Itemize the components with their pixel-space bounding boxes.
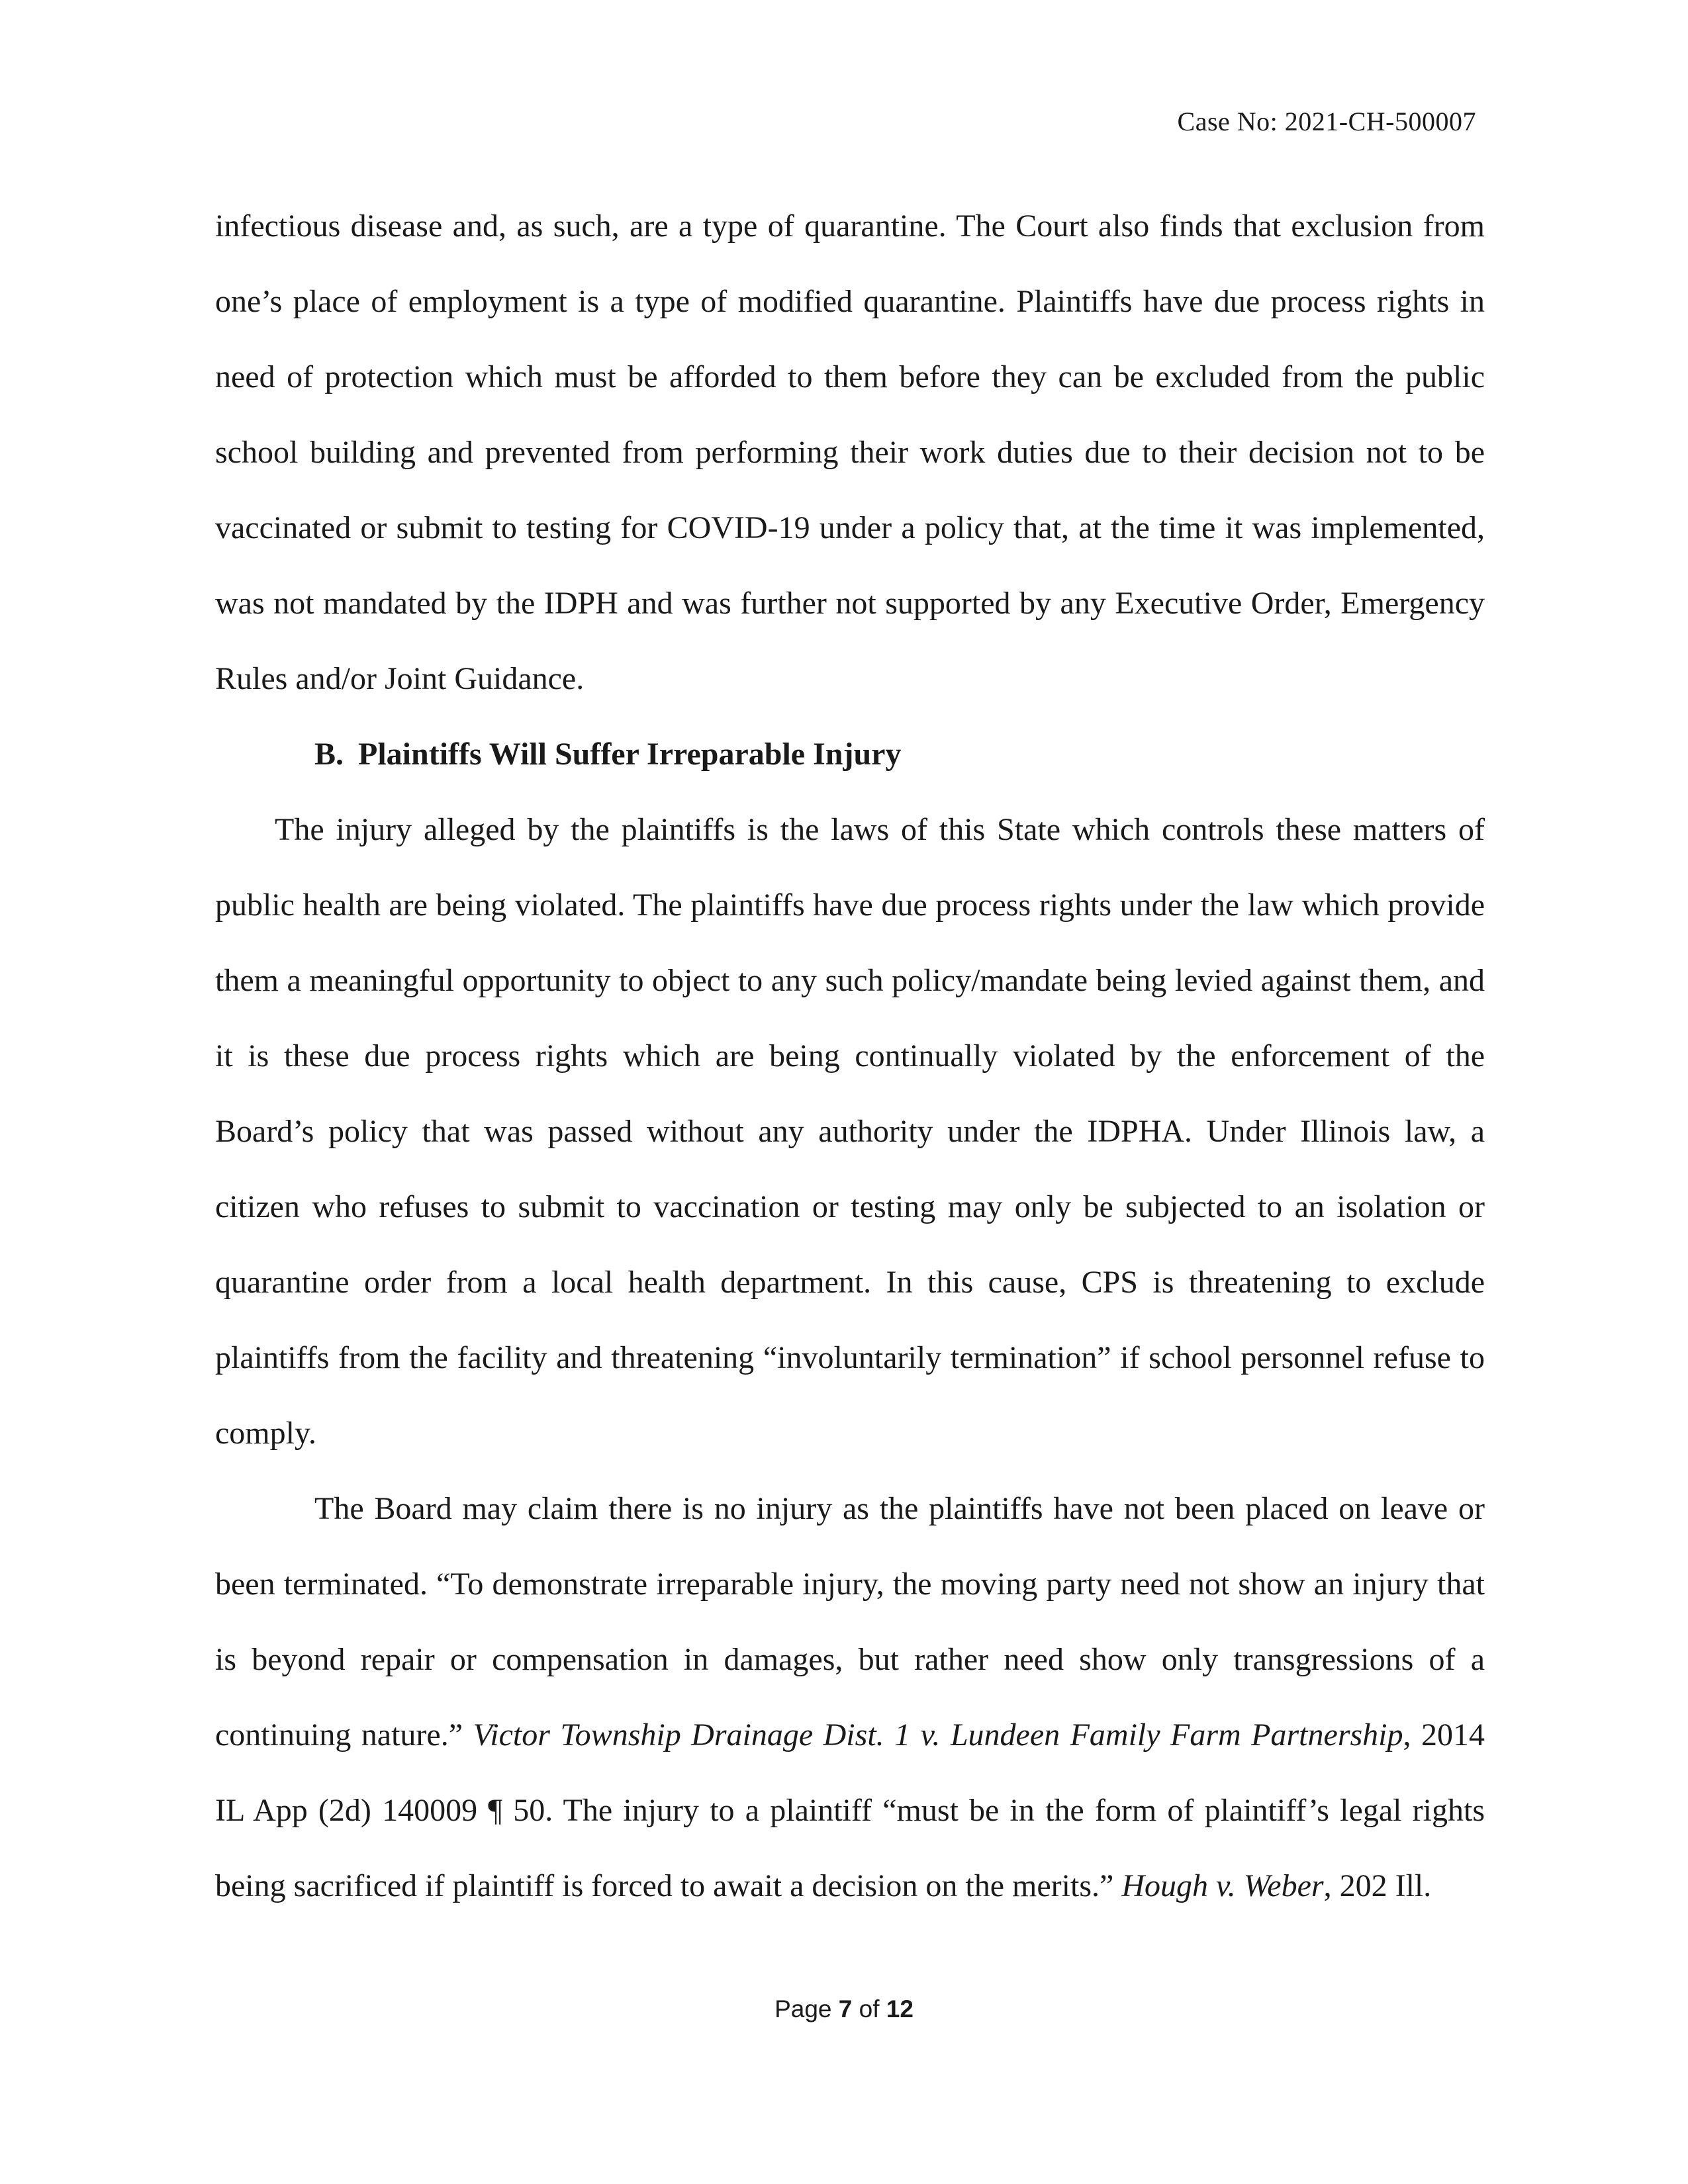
section-title: Plaintiffs Will Suffer Irreparable Injury — [358, 737, 902, 772]
section-letter: B. — [314, 737, 344, 772]
text-segment: The Board may claim there is no injury as the plaintiffs have not been placed on leave or been terminated. “To demonstrate irreparable injury, the moving party need not show an injury that is beyond repair or compensation in damages, but rather need show only transgressions of a continuing nature.” — [215, 1491, 1485, 1752]
page-footer — [0, 1995, 1688, 2023]
case-citation: Victor Township Drainage Dist. 1 v. Lundeen Family Farm Partnership — [473, 1717, 1403, 1752]
text-segment: , 2014 IL App (2d) 140009 ¶ 50. The injury to a plaintiff “must be in the form of plaintiff’s legal rights being sacrificed if plaintiff is forced to await a decision on the merits.” — [215, 1717, 1485, 1903]
page-total: 12 — [886, 1995, 914, 2023]
paragraph-injury-alleged: The injury alleged by the plaintiffs is the laws of this State which controls these matters of public health are being violated. The plaintiffs have due process rights under the law which provide them a meaningful opportunity to object to any such policy/mandate being levied against them, and it is these due process rights which are being continually violated by the enforcement of the Board’s policy that was passed without any authority under the IDPHA. Under Illinois law, a citizen who refuses to submit to vaccination or testing may only be subjected to an isolation or quarantine order from a local health department. In this cause, CPS is threatening to exclude plaintiffs from the facility and threatening “involuntarily termination” if school personnel refuse to comply. — [215, 812, 1485, 1451]
of-label: of — [859, 1995, 880, 2023]
case-number-header: Case No: 2021-CH-500007 — [1177, 107, 1476, 136]
section-heading-b — [215, 717, 1485, 792]
text-segment: , 202 Ill. — [1323, 1868, 1432, 1903]
page-label: Page — [774, 1995, 832, 2023]
case-citation: Hough v. Weber — [1121, 1868, 1324, 1903]
document-body — [215, 189, 1485, 1924]
paragraph-quarantine-findings: infectious disease and, as such, are a type of quarantine. The Court also finds that exclusion from one’s place of employment is a type of modified quarantine. Plaintiffs have due process rights in need of protection which must be afforded to them before they can be excluded from the public school building and prevented from performing their work duties due to their decision not to be vaccinated or submit to testing for COVID-19 under a policy that, at the time it was implemented, was not mandated by the IDPH and was further not supported by any Executive Order, Emergency Rules and/or Joint Guidance. — [215, 208, 1485, 696]
page-number: 7 — [838, 1995, 853, 2023]
paragraph-board-claim — [215, 1471, 1485, 1924]
